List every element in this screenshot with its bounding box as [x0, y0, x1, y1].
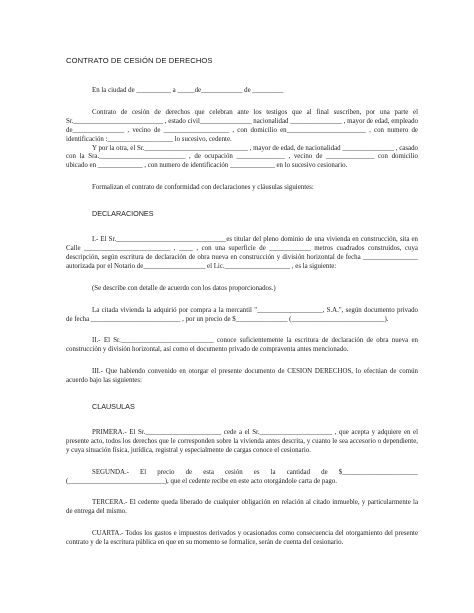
- paragraph-formalizan: Formalizan el contrato de conformidad con declaraciones y cláusulas siguientes:: [92, 184, 314, 192]
- clause-tercera: TERCERA.- El cedente queda liberado de cualquier obligación en relación al citado inmueble, y particularmente la de entrega del mismo.: [66, 499, 418, 516]
- heading-declaraciones: DECLARACIONES: [92, 209, 154, 219]
- paragraph-city-date: En la ciudad de __________ a _____de____________ de _________: [92, 87, 284, 94]
- clause-primera: PRIMERA.- El Sr.______________________ cede a el Sr._____________________ , que acepta y adquiere en el presente acto, todos los derechos que le corresponden sobre la vivienda antes descrita, y cuanto le sea accesorio o dependiente, y cuya situación física, jurídica, registral y especialmente de cargas conoce el cesionario.: [66, 428, 418, 454]
- paragraph-cesionario: Y por la otra, el Sr.______________________________ , mayor de edad, de nacionalidad _______________ , casado con la Sra._________________________ , de ocupación ______________ , vecino de ______________ con domicilio ubicado en _____________ , con numero de identificación _____________ en lo sucesivo cesionario.: [66, 144, 418, 170]
- declaration-1: I.- El Sr.________________________________es titular del pleno dominio de una vivienda en construcción, sita en Calle _________________________ , ____ , con una superficie de ____________ metros cuadrados construidos, cuya descripción, según escritura de declaración de obra nueva en construcción y división horizontal de fecha ________________ autorizada por el Notario de__________________ el Lic.___________________ , es la siguiente:: [66, 236, 418, 270]
- paragraph-cedente: Contrato de cesión de derechos que celebran ante los testigos que al final suscriben, por una parte el Sr.__________________________ , estado civil_______________ nacionalidad _______________ , mayor de edad, empleado de_______________ , vecino de ___________________ , con domicilio en_______________________ , con numero de identificación :___________________ lo sucesivo, cedente.: [66, 108, 418, 143]
- paragraph-purchase: La citada vivienda la adquirió por compra a la mercantil "___________________, S.A.", según documento privado de fecha __________________________ , por un precio de $_______________ (___________________________).: [66, 306, 418, 323]
- paragraph-description-note: (Se describe con detalle de acuerdo con los datos proporcionados.): [92, 284, 276, 292]
- heading-clausulas: CLAUSULAS: [92, 402, 135, 412]
- declaration-2: II.- El Sr.___________________________ conoce suficientemente la escritura de declaración de obra nueva en construcción y división horizontal, así como el documento privado de compraventa antes mencionado.: [66, 337, 418, 354]
- clause-cuarta: CUARTA.- Todos los gastos e impuestos derivados y ocasionados como consecuencia del otorgamiento del presente contrato y de la escritura pública en que en su momento se formalice, serán de cuenta del cesionario.: [66, 530, 418, 547]
- document-title: CONTRATO DE CESIÓN DE DERECHOS: [66, 56, 213, 65]
- clause-segunda: SEGUNDA.- El precio de esta cesión es la cantidad de $______________________ (____________________________), que el cedente recibe en este acto otorgándole carta de pago.: [66, 468, 418, 485]
- declaration-3: III.- Que habiendo convenido en otorgar el presente documento de CESION DERECHOS, lo efectúan de común acuerdo bajo las siguientes:: [66, 368, 418, 385]
